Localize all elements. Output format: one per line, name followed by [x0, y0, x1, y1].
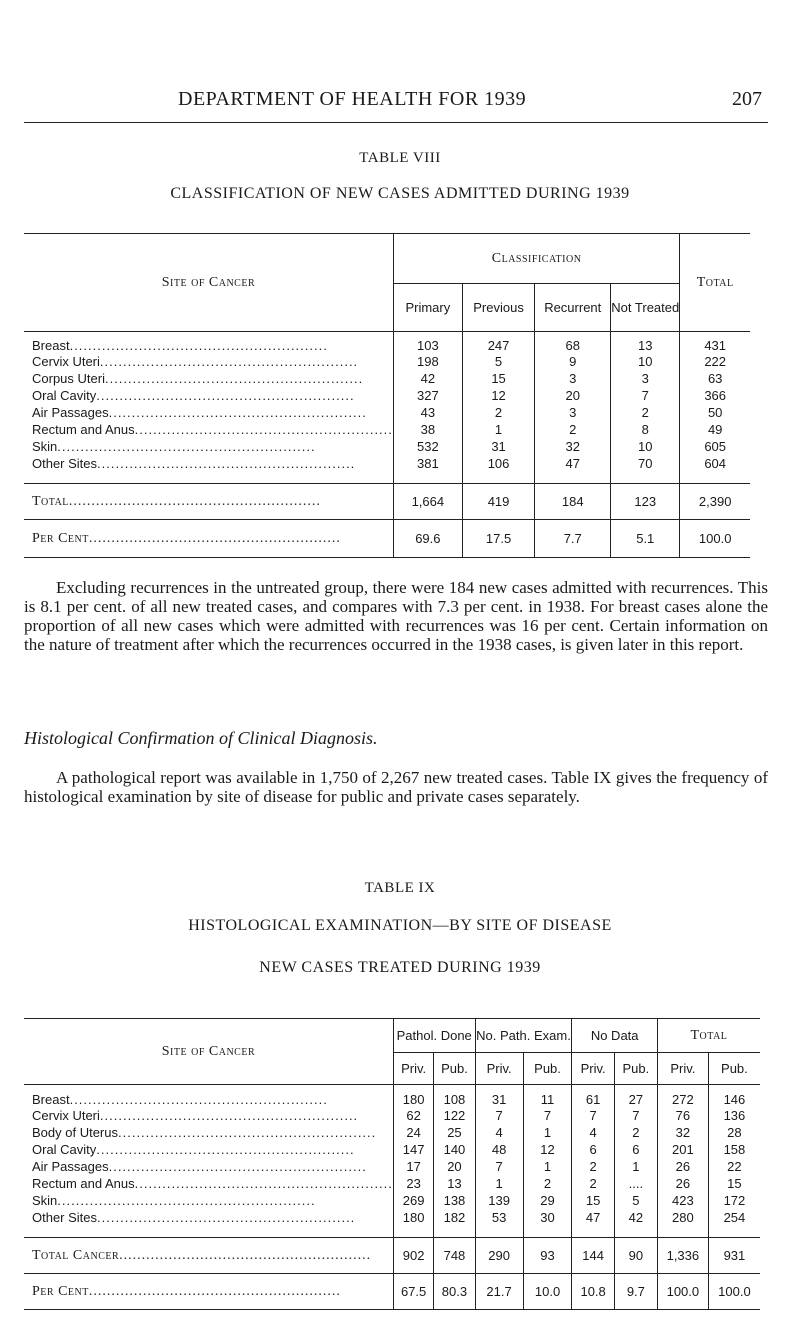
table8-cell: 10	[611, 438, 680, 455]
table9-site-cell: Breast .....	[24, 1085, 393, 1107]
table8-col-total: Total	[680, 234, 750, 332]
table9-site-cell: Cervix Uteri .....	[24, 1107, 393, 1124]
table9-cell: 172	[708, 1192, 760, 1209]
table9-site-cell: Other Sites .....	[24, 1209, 393, 1226]
table8-total-cell: 184	[535, 484, 611, 520]
table8-site-cell: Skin .....	[24, 438, 393, 455]
table8-cell: 63	[680, 370, 750, 387]
table8-cell: 366	[680, 387, 750, 404]
table9-cell: 7	[614, 1107, 657, 1124]
table9-cell: 269	[393, 1192, 433, 1209]
table9	[24, 1018, 760, 1310]
table8-cell: 70	[611, 455, 680, 472]
table9-subcol-header: Pub.	[523, 1053, 572, 1085]
table8-cell: 50	[680, 404, 750, 421]
header-rule	[24, 122, 768, 123]
table9-cell: 53	[475, 1209, 523, 1226]
table9-cell: 11	[523, 1085, 572, 1107]
table9-cell: 1	[475, 1175, 523, 1192]
table8-site-cell: Oral Cavity .....	[24, 387, 393, 404]
table8-cell: 103	[393, 332, 462, 353]
table8-cell: 5	[462, 353, 534, 370]
table9-cell: 12	[523, 1141, 572, 1158]
table9-row	[24, 1192, 760, 1209]
table8-group-header: Classification	[393, 234, 679, 284]
table9-percent-cell: 10.0	[523, 1274, 572, 1310]
table8-cell: 12	[462, 387, 534, 404]
table8-cell: 2	[462, 404, 534, 421]
table8-cell: 3	[611, 370, 680, 387]
table9-row	[24, 1107, 760, 1124]
table8-row	[24, 387, 750, 404]
table9-subcol-header: Priv.	[572, 1053, 614, 1085]
table9-cell: 254	[708, 1209, 760, 1226]
table9-cell: 7	[572, 1107, 614, 1124]
table9-cell: 201	[657, 1141, 708, 1158]
table9-cell: 47	[572, 1209, 614, 1226]
table8-cell: 38	[393, 421, 462, 438]
table9-site-header: Site of Cancer	[24, 1019, 393, 1085]
table8-total-cell: 1,664	[393, 484, 462, 520]
table9-cell: 272	[657, 1085, 708, 1107]
table9-percent-cell: 67.5	[393, 1274, 433, 1310]
table8-cell: 43	[393, 404, 462, 421]
table9-site-cell: Rectum and Anus .....	[24, 1175, 393, 1192]
table9-cell: 147	[393, 1141, 433, 1158]
table9-cell: 7	[523, 1107, 572, 1124]
table9-cell: 5	[614, 1192, 657, 1209]
table9-cell: 30	[523, 1209, 572, 1226]
table9-percent-label: Per Cent .....	[24, 1274, 393, 1310]
table9-subtitle: NEW CASES TREATED DURING 1939	[259, 959, 541, 976]
table8-label: TABLE VIII	[359, 150, 441, 166]
table9-cell: 15	[572, 1192, 614, 1209]
table8-cell: 327	[393, 387, 462, 404]
table9-cell: 138	[434, 1192, 475, 1209]
table9-cell: ....	[614, 1175, 657, 1192]
table9-cell: 61	[572, 1085, 614, 1107]
table9-cell: 139	[475, 1192, 523, 1209]
table9-total-cell: 748	[434, 1238, 475, 1274]
table9-subcol-header: Priv.	[475, 1053, 523, 1085]
table8-cell: 605	[680, 438, 750, 455]
table8-site-header: Site of Cancer	[24, 234, 393, 332]
table8-total-label: Total .....	[24, 484, 393, 520]
table9-total-cell: 144	[572, 1238, 614, 1274]
table9-cell: 182	[434, 1209, 475, 1226]
table9-row	[24, 1085, 760, 1107]
table8-row	[24, 332, 750, 353]
table9-site-cell: Body of Uterus .....	[24, 1124, 393, 1141]
table9-cell: 4	[572, 1124, 614, 1141]
table9-cell: 26	[657, 1175, 708, 1192]
table9-cell: 2	[614, 1124, 657, 1141]
table8-col-not-treated: Not Treated	[611, 284, 680, 332]
table8-percent-cell: 7.7	[535, 520, 611, 558]
table9-group-pathol-done: Pathol. Done	[393, 1019, 475, 1053]
table8-cell: 42	[393, 370, 462, 387]
table8-cell: 9	[535, 353, 611, 370]
table9-cell: 13	[434, 1175, 475, 1192]
table9-label: TABLE IX	[364, 880, 436, 896]
section-heading: Histological Confirmation of Clinical Diagnosis.	[24, 728, 378, 748]
table9-total-cell: 1,336	[657, 1238, 708, 1274]
table8-cell: 532	[393, 438, 462, 455]
table9-group-total: Total	[657, 1019, 760, 1053]
table9-site-cell: Skin .....	[24, 1192, 393, 1209]
table9-site-cell: Oral Cavity .....	[24, 1141, 393, 1158]
table9-percent-cell: 100.0	[708, 1274, 760, 1310]
table8-row	[24, 353, 750, 370]
table8-row	[24, 370, 750, 387]
table8-cell: 47	[535, 455, 611, 472]
table8-percent-cell: 69.6	[393, 520, 462, 558]
page-header	[40, 88, 762, 110]
table9-percent-cell: 10.8	[572, 1274, 614, 1310]
table9-cell: 15	[708, 1175, 760, 1192]
table9-total-cell: 93	[523, 1238, 572, 1274]
table9-total-cell: 931	[708, 1238, 760, 1274]
table8-cell: 10	[611, 353, 680, 370]
table9-cell: 17	[393, 1158, 433, 1175]
table8-site-cell: Corpus Uteri .....	[24, 370, 393, 387]
table8-title: CLASSIFICATION OF NEW CASES ADMITTED DURING 1939	[170, 185, 630, 202]
table8-cell: 222	[680, 353, 750, 370]
table8-row	[24, 421, 750, 438]
table8-row	[24, 455, 750, 472]
table8-cell: 2	[535, 421, 611, 438]
table9-cell: 280	[657, 1209, 708, 1226]
table8-site-cell: Air Passages .....	[24, 404, 393, 421]
table9-row	[24, 1124, 760, 1141]
paragraph-recurrences	[24, 578, 768, 654]
table8-total-cell: 419	[462, 484, 534, 520]
table8-col-recurrent: Recurrent	[535, 284, 611, 332]
table9-percent-cell: 21.7	[475, 1274, 523, 1310]
table8-cell: 2	[611, 404, 680, 421]
table9-subcol-header: Priv.	[393, 1053, 433, 1085]
table9-group-no-data: No Data	[572, 1019, 657, 1053]
table8-total-cell: 2,390	[680, 484, 750, 520]
table9-cell: 42	[614, 1209, 657, 1226]
table9-cell: 31	[475, 1085, 523, 1107]
table8-cell: 3	[535, 370, 611, 387]
table8-cell: 31	[462, 438, 534, 455]
table9-cell: 62	[393, 1107, 433, 1124]
table8-cell: 1	[462, 421, 534, 438]
table9-cell: 180	[393, 1085, 433, 1107]
table8-cell: 68	[535, 332, 611, 353]
table9-cell: 122	[434, 1107, 475, 1124]
table9-cell: 27	[614, 1085, 657, 1107]
table9-site-cell: Air Passages .....	[24, 1158, 393, 1175]
table8-percent-label: Per Cent .....	[24, 520, 393, 558]
table9-percent-cell: 80.3	[434, 1274, 475, 1310]
table9-cell: 1	[614, 1158, 657, 1175]
table9-cell: 1	[523, 1124, 572, 1141]
table9-cell: 4	[475, 1124, 523, 1141]
table9-cell: 25	[434, 1124, 475, 1141]
table9-cell: 48	[475, 1141, 523, 1158]
table8-cell: 20	[535, 387, 611, 404]
table9-cell: 2	[572, 1158, 614, 1175]
table9-cell: 32	[657, 1124, 708, 1141]
table9-cell: 2	[572, 1175, 614, 1192]
table9-cell: 29	[523, 1192, 572, 1209]
table9-title: HISTOLOGICAL EXAMINATION—BY SITE OF DISEASE	[188, 917, 612, 934]
table8-row	[24, 404, 750, 421]
table9-cell: 24	[393, 1124, 433, 1141]
table9-cell: 180	[393, 1209, 433, 1226]
table9-cell: 7	[475, 1158, 523, 1175]
table9-cell: 146	[708, 1085, 760, 1107]
table9-cell: 22	[708, 1158, 760, 1175]
table8-total-cell: 123	[611, 484, 680, 520]
table9-cell: 7	[475, 1107, 523, 1124]
table9-percent-cell: 9.7	[614, 1274, 657, 1310]
table9-row	[24, 1141, 760, 1158]
table8-cell: 247	[462, 332, 534, 353]
table8-percent-cell: 5.1	[611, 520, 680, 558]
table9-cell: 1	[523, 1158, 572, 1175]
table8-cell: 7	[611, 387, 680, 404]
table8-site-cell: Other Sites .....	[24, 455, 393, 472]
table9-subcol-header: Pub.	[708, 1053, 760, 1085]
table8-percent-cell: 17.5	[462, 520, 534, 558]
table8-cell: 13	[611, 332, 680, 353]
page-number: 207	[732, 88, 762, 110]
table8	[24, 233, 750, 558]
table8-cell: 604	[680, 455, 750, 472]
table9-cell: 108	[434, 1085, 475, 1107]
table9-total-cell: 290	[475, 1238, 523, 1274]
table9-subcol-header: Priv.	[657, 1053, 708, 1085]
table8-site-cell: Cervix Uteri .....	[24, 353, 393, 370]
table8-cell: 106	[462, 455, 534, 472]
table9-cell: 2	[523, 1175, 572, 1192]
table8-percent-cell: 100.0	[680, 520, 750, 558]
table9-total-label: Total Cancer .....	[24, 1238, 393, 1274]
table8-cell: 381	[393, 455, 462, 472]
paragraph-recurrences-text: Excluding recurrences in the untreated group, there were 184 new cases admitted with recurrences. This is 8.1 per cent. of all new treated cases, and compares with 7.3 per cent. in 1938. For breast cases alone the proportion of all new cases which were admitted with recurrences was 16 per cent. Certain information on the nature of treatment after which the recurrences occurred in the 1938 cases, is given later in this report.	[24, 578, 768, 654]
table9-cell: 6	[572, 1141, 614, 1158]
table8-col-primary: Primary	[393, 284, 462, 332]
table9-total-cell: 902	[393, 1238, 433, 1274]
table8-cell: 198	[393, 353, 462, 370]
table8-site-cell: Breast .....	[24, 332, 393, 353]
table9-cell: 20	[434, 1158, 475, 1175]
table9-group-no-path-exam: No. Path. Exam.	[475, 1019, 572, 1053]
table8-cell: 49	[680, 421, 750, 438]
page-header-title: DEPARTMENT OF HEALTH FOR 1939	[178, 88, 527, 110]
table8-cell: 3	[535, 404, 611, 421]
table8-cell: 431	[680, 332, 750, 353]
table9-cell: 158	[708, 1141, 760, 1158]
table9-percent-cell: 100.0	[657, 1274, 708, 1310]
paragraph-pathology	[24, 768, 768, 806]
table9-cell: 423	[657, 1192, 708, 1209]
table9-cell: 136	[708, 1107, 760, 1124]
table9-row	[24, 1158, 760, 1175]
table9-row	[24, 1175, 760, 1192]
table9-total-cell: 90	[614, 1238, 657, 1274]
table8-cell: 15	[462, 370, 534, 387]
table8-cell: 32	[535, 438, 611, 455]
table9-subcol-header: Pub.	[614, 1053, 657, 1085]
table8-row	[24, 438, 750, 455]
table9-cell: 23	[393, 1175, 433, 1192]
table8-col-previous: Previous	[462, 284, 534, 332]
paragraph-pathology-text: A pathological report was available in 1,750 of 2,267 new treated cases. Table IX gives the frequency of histological examination by site of disease for public and private cases separately.	[24, 768, 768, 806]
table9-cell: 6	[614, 1141, 657, 1158]
table9-subcol-header: Pub.	[434, 1053, 475, 1085]
table9-cell: 28	[708, 1124, 760, 1141]
table9-cell: 140	[434, 1141, 475, 1158]
table9-cell: 76	[657, 1107, 708, 1124]
table8-site-cell: Rectum and Anus .....	[24, 421, 393, 438]
table9-cell: 26	[657, 1158, 708, 1175]
table8-cell: 8	[611, 421, 680, 438]
table9-row	[24, 1209, 760, 1226]
